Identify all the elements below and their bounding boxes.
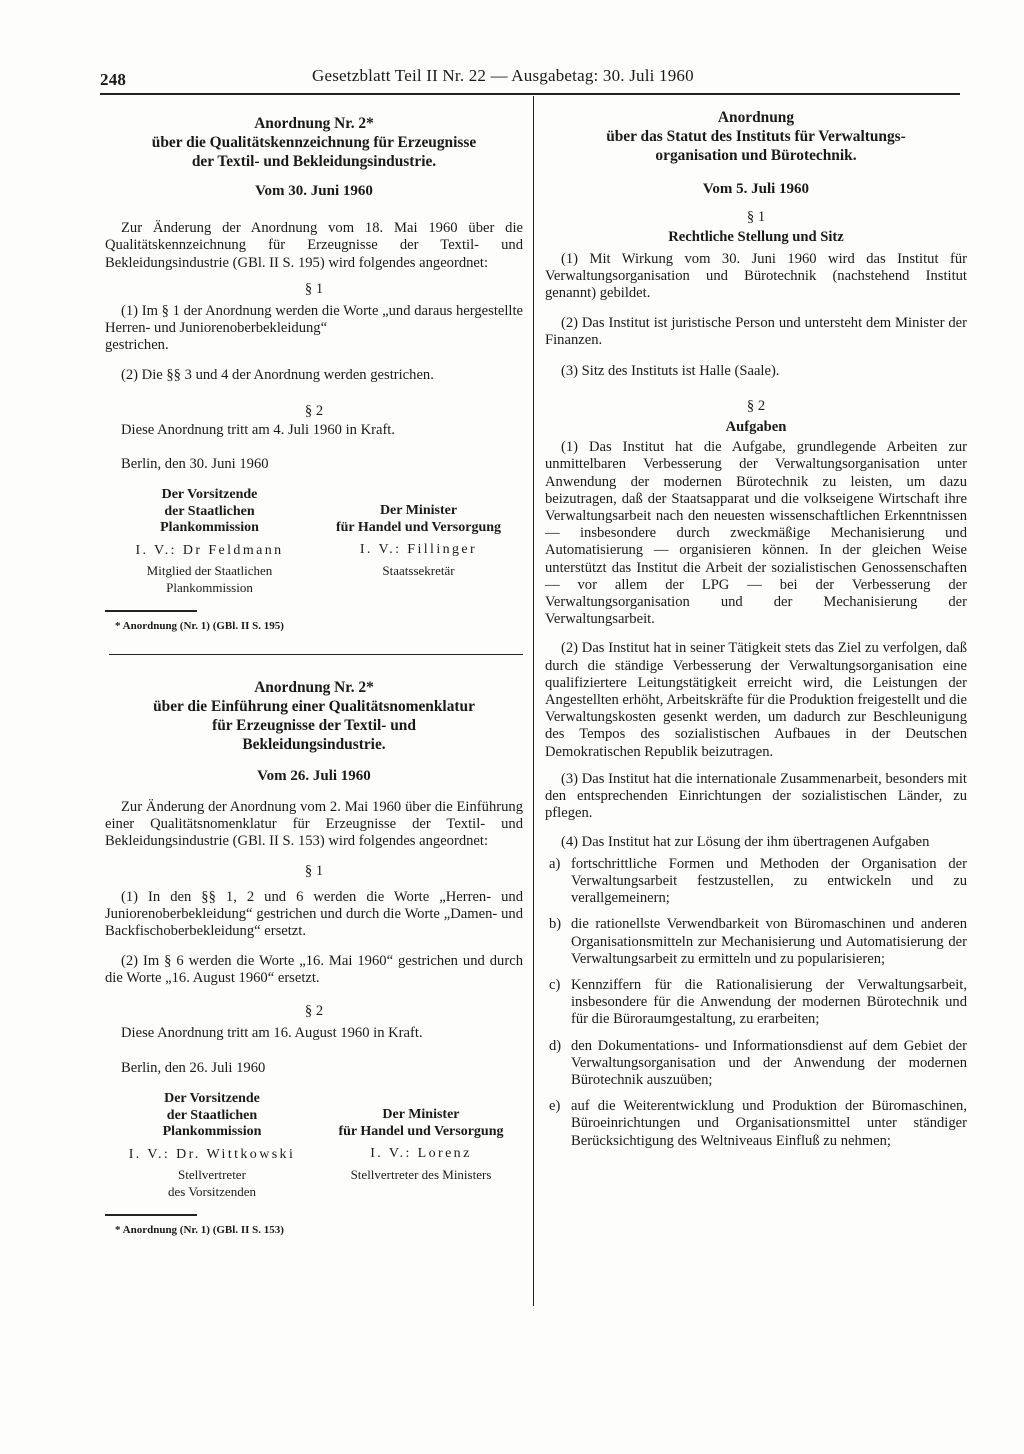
- signer-role: Stellvertreter des Ministers: [350, 1166, 492, 1182]
- signer-role: Plankommission: [166, 579, 253, 595]
- signer-office: Der Vorsitzende: [161, 487, 258, 503]
- order-2-title: [105, 678, 523, 754]
- title-line: für Erzeugnisse der Textil- und: [212, 716, 416, 734]
- statute-s1-p3: (3) Sitz des Instituts ist Halle (Saale).: [561, 362, 780, 379]
- title-line: Bekleidungsindustrie.: [242, 735, 386, 753]
- section-mark: § 1: [304, 863, 324, 880]
- statute-date: Vom 5. Juli 1960: [702, 181, 810, 197]
- list-label: c): [549, 976, 561, 993]
- order-2-effective: Diese Anordnung tritt am 16. August 1960 in Kraft.: [121, 1024, 423, 1041]
- order-2: [105, 678, 523, 1240]
- title-line: organisation und Bürotechnik.: [655, 147, 857, 164]
- statute-s2-p4: (4) Das Institut hat zur Lösung der ihm übertragenen Aufgaben: [561, 833, 930, 850]
- column-divider: [533, 96, 534, 1306]
- statute-title: [545, 108, 967, 165]
- title-line: über die Qualitätskennzeichnung für Erzeugnisse: [151, 134, 477, 151]
- signature-left: [105, 1091, 319, 1200]
- signer-name: I. V.: Dr. Wittkowski: [128, 1146, 296, 1162]
- list-item: [545, 856, 967, 908]
- list-item: [545, 916, 967, 968]
- order-1-effective: Diese Anordnung tritt am 4. Juli 1960 in Kraft.: [121, 422, 396, 439]
- order-1-date: Vom 30. Juni 1960: [255, 183, 373, 199]
- title-line: Anordnung Nr. 2*: [254, 678, 374, 696]
- order-2-intro: Zur Änderung der Anordnung vom 2. Mai 1960 über die Einführung einer Qualitätsnomenklatur für Erzeugnisse der Textil- und Bekleidungsindustrie (GBl. II S. 153) wird folgendes angeordnet:: [105, 798, 523, 850]
- section-mark: § 1: [746, 209, 766, 226]
- signer-role: Staatssekretär: [382, 562, 455, 578]
- order-2-paragraph-1: (1) In den §§ 1, 2 und 6 werden die Worte „Herren- und Juniorenoberbekleidung“ gestrichen und durch die Worte „Damen- und Backfischoberbekleidung“ ersetzt.: [105, 888, 523, 940]
- order-1-signatures: [105, 487, 523, 596]
- signer-role: Mitglied der Staatlichen: [146, 563, 273, 579]
- statute-s1-p2: (2) Das Institut ist juristische Person und untersteht dem Minister der Finanzen.: [545, 315, 967, 349]
- order-2-date: Vom 26. Juli 1960: [257, 767, 371, 784]
- section-heading: Aufgaben: [725, 419, 787, 436]
- right-column: [545, 108, 967, 1150]
- order-1-paragraph-2: (2) Die §§ 3 und 4 der Anordnung werden gestrichen.: [121, 366, 434, 383]
- statute-s2-p3: (3) Das Institut hat die internationale Zusammenarbeit, besonders mit den entsprechenden Einrichtungen der sozialistischen Länder, zu pflegen.: [545, 770, 967, 822]
- order-2-footnote: * Anordnung (Nr. 1) (GBl. II S. 153): [115, 1224, 284, 1237]
- list-item: [545, 1098, 967, 1150]
- list-label: a): [549, 855, 561, 872]
- section-mark: § 1: [304, 280, 324, 297]
- list-text: auf die Weiterentwicklung und Produktion der Büromaschinen, Büroeinrichtungen und Organisationsmittel unter ständiger Berücksichtigung des Weltniveaus Einfluß zu nehmen;: [571, 1098, 967, 1149]
- list-label: d): [549, 1037, 562, 1054]
- list-item: [545, 977, 967, 1029]
- order-1: [105, 114, 523, 636]
- page-header: [100, 64, 960, 92]
- signer-name: I. V.: Fillinger: [359, 542, 478, 558]
- signer-name: I. V.: Dr Feldmann: [135, 542, 284, 558]
- signature-left: [105, 487, 314, 596]
- signer-office: der Staatlichen Plankommission: [162, 1107, 262, 1140]
- order-1-paragraph-1: (1) Im § 1 der Anordnung werden die Worte „und daraus hergestellte Herren- und Juniorenoberbekleidung“: [105, 303, 523, 337]
- signer-office: Der Vorsitzende: [164, 1091, 260, 1107]
- left-column: [105, 114, 523, 1239]
- section-separator: [109, 654, 523, 655]
- title-line: über die Einführung einer Qualitätsnomenklatur: [153, 697, 475, 715]
- section-heading: Rechtliche Stellung und Sitz: [668, 229, 844, 246]
- order-2-place-date: Berlin, den 26. Juli 1960: [121, 1060, 266, 1077]
- statute-s2-p2: (2) Das Institut hat in seiner Tätigkeit stets das Ziel zu verfolgen, daß durch die ständige Verbesserung der Verwaltungsorganisation eine qualifiziertere Leitungstätigkeit erreicht wird, die Leistungen der Angestellten erhöht, Arbeitskräfte für die Produktion freigestellt und die Verwaltungskosten gesenkt werden, um dadurch zur Beschleunigung des Tempos des sozialistischen Aufbaues in der Deutschen Demokratischen Republik beizutragen.: [545, 640, 967, 760]
- title-line: der Textil- und Bekleidungsindustrie.: [191, 153, 437, 170]
- order-1-footnote: * Anordnung (Nr. 1) (GBl. II S. 195): [115, 620, 284, 633]
- signer-office: Der Minister: [379, 503, 458, 519]
- title-line: Anordnung Nr. 2*: [254, 115, 374, 132]
- running-title: Gesetzblatt Teil II Nr. 22 — Ausgabetag: 30. Juli 1960: [312, 66, 694, 85]
- signer-role: Stellvertreter: [178, 1167, 246, 1183]
- order-1-title: [105, 114, 523, 171]
- section-mark: § 2: [304, 402, 324, 419]
- signature-right: [319, 1091, 523, 1200]
- order-1-place-date: Berlin, den 30. Juni 1960: [121, 456, 269, 473]
- signer-office: Der Minister: [382, 1107, 460, 1123]
- signer-name: I. V.: Lorenz: [370, 1146, 472, 1162]
- section-mark: § 2: [304, 1002, 324, 1019]
- list-item: [545, 1038, 967, 1090]
- section-mark: § 2: [746, 397, 766, 414]
- signature-right: [314, 487, 523, 596]
- signer-office: der Staatlichen Plankommission: [160, 503, 259, 536]
- statute-s1-p1: (1) Mit Wirkung vom 30. Juni 1960 wird das Institut für Verwaltungsorganisation und Bürotechnik (nachstehend Institut genannt) gebildet.: [545, 250, 967, 302]
- signer-role: des Vorsitzenden: [167, 1183, 256, 1199]
- order-2-paragraph-2: (2) Im § 6 werden die Worte „16. Mai 1960“ gestrichen und durch die Worte „16. August 1960“ ersetzt.: [105, 953, 523, 987]
- list-text: fortschrittliche Formen und Methoden der Organisation der Verwaltungsarbeit festzustellen, zu entwickeln und zu verallgemeinern;: [571, 855, 967, 907]
- list-text: die rationellste Verwendbarkeit von Büromaschinen und anderen Organisationsmitteln zur Mechanisierung und Automatisierung der Verwaltungsarbeit zu ermitteln und zu popularisieren;: [571, 916, 967, 967]
- statute-s2-p1: (1) Das Institut hat die Aufgabe, grundlegende Arbeiten zur unmittelbaren Verbesserung der Verwaltungsorganisation unter Anwendung der modernen Bürotechnik zu leisten, um dazu beizutragen, daß der Staatsapparat und die volkseigene Wirtschaft ihre Verwaltungsarbeit nach den neuesten wissenschaftlichen Erkenntnissen — insbesondere durch zweckmäßige Mechanisierung und Automatisierung — organisieren können. In der gleichen Weise unterstützt das Institut die Arbeit der sozialistischen Genossenschaften — vor allem der LPG — bei der Verbesserung der Verwaltungsorganisation und der Mechanisierung der Verwaltungsarbeit.: [545, 439, 967, 628]
- signer-office: für Handel und Versorgung: [335, 519, 502, 535]
- order-1-paragraph-1-end: gestrichen.: [105, 337, 169, 354]
- order-2-signatures: [105, 1091, 523, 1200]
- title-line: über das Statut des Instituts für Verwaltungs-: [606, 128, 906, 145]
- title-line: Anordnung: [717, 109, 795, 126]
- list-label: e): [549, 1098, 561, 1115]
- page-number: 248: [100, 70, 127, 89]
- order-1-intro: Zur Änderung der Anordnung vom 18. Mai 1960 über die Qualitätskennzeichnung für Erzeugnisse der Textil- und Bekleidungsindustrie (GBl. II S. 195) wird folgendes angeordnet:: [105, 220, 523, 271]
- list-text: den Dokumentations- und Informationsdienst auf dem Gebiet der Verwaltungsorganisation und der Anwendung der modernen Bürotechnik auszuüben;: [571, 1037, 967, 1088]
- task-list: [545, 856, 967, 1150]
- list-label: b): [549, 916, 562, 933]
- footnote-rule: [105, 610, 197, 612]
- signer-office: für Handel und Versorgung: [338, 1123, 504, 1139]
- footnote-rule: [105, 1214, 197, 1216]
- list-text: Kennziffern für die Rationalisierung der Verwaltungsarbeit, insbesondere für die Anwendung der modernen Bürotechnik und für die Büroraumgestaltung, zu erarbeiten;: [571, 976, 967, 1028]
- header-rule: [100, 93, 960, 95]
